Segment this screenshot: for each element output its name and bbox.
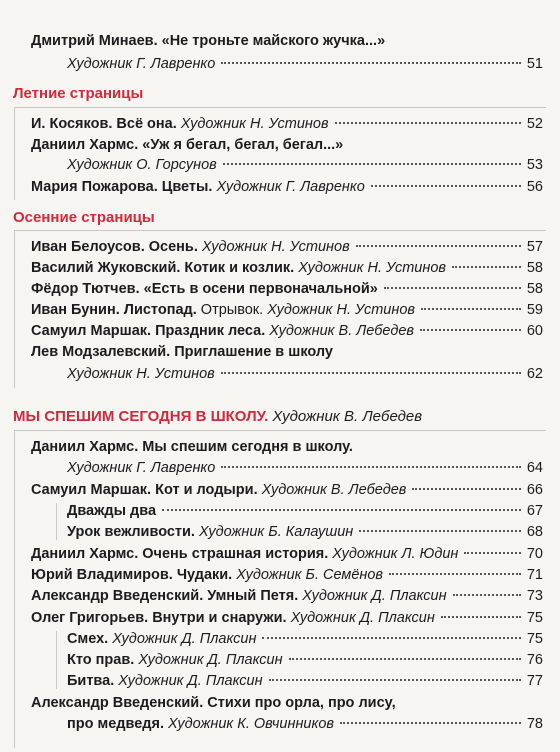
entry-title: Битва. <box>67 673 115 689</box>
section-heading-summer: Летние страницы <box>13 85 144 102</box>
dot-leader <box>269 678 521 681</box>
entry-title: Юрий Владимиров. Чудаки. <box>31 567 233 583</box>
entry-illustrator: Художник Н. Устинов <box>201 239 350 255</box>
page-number: 70 <box>526 546 543 562</box>
chapter-heading <box>13 406 422 428</box>
dot-leader <box>356 244 521 247</box>
dot-leader <box>421 307 521 310</box>
section-heading-autumn: Осенние страницы <box>13 209 155 226</box>
dot-leader <box>412 487 521 490</box>
entry-title: Александр Введенский. Стихи про орла, про лису, <box>31 695 396 711</box>
entry-illustrator: Художник Д. Плаксин <box>112 631 257 647</box>
entry-illustrator: Художник Б. Калаушин <box>199 524 354 540</box>
entry-illustrator: Художник Н. Устинов <box>67 366 215 382</box>
chapter-title: МЫ СПЕШИМ СЕГОДНЯ В ШКОЛУ. <box>13 408 269 425</box>
page-number: 71 <box>526 567 543 583</box>
toc-entry-dvazhdy-dva <box>67 501 543 521</box>
toc-entry-vvedensky-2 <box>31 693 396 713</box>
toc-entry-tyutchev <box>31 279 543 299</box>
page-number: 73 <box>526 588 543 604</box>
dot-leader <box>221 465 521 468</box>
page-number: 59 <box>526 302 543 318</box>
page-number: 58 <box>526 260 543 276</box>
dot-leader <box>262 636 520 639</box>
entry-title: Смех. <box>67 631 109 647</box>
entry-illustrator: Художник Г. Лавренко <box>216 179 365 195</box>
dot-leader <box>162 508 521 511</box>
entry-title: Лев Модзалевский. Приглашение в школу <box>31 344 333 360</box>
entry-title: Иван Бунин. Листопад. <box>31 302 197 318</box>
page-number: 62 <box>526 366 543 382</box>
toc-entry-zhukovsky <box>31 258 543 278</box>
toc-entry-harms-3 <box>31 544 543 564</box>
dot-leader <box>389 572 521 575</box>
toc-entry-kosyakov <box>31 114 543 134</box>
page-number: 68 <box>526 524 543 540</box>
toc-entry-vvedensky-2-cont <box>67 714 543 734</box>
subentry-bracket <box>56 631 57 689</box>
page-number: 58 <box>526 281 543 297</box>
toc-entry-modzalevsky-illustrator <box>67 364 543 384</box>
entry-title: Александр Введенский. Умный Петя. <box>31 588 299 604</box>
divider <box>14 430 546 431</box>
page-number: 57 <box>526 239 543 255</box>
toc-entry-marshak-2 <box>31 480 543 500</box>
toc-entry-harms-1-illustrator <box>67 155 543 175</box>
toc-entry-urok-vezhlivosti <box>67 522 543 542</box>
entry-title: Дважды два <box>67 503 157 519</box>
page-number: 77 <box>526 673 543 689</box>
entry-title: Даниил Хармс. Мы спешим сегодня в школу. <box>31 439 353 455</box>
toc-entry-bunin <box>31 300 543 320</box>
section-bracket <box>14 430 15 748</box>
entry-title: Самуил Маршак. Праздник леса. <box>31 323 266 339</box>
page-number: 51 <box>526 56 543 72</box>
entry-title: Василий Жуковский. Котик и козлик. <box>31 260 295 276</box>
toc-entry-bitva <box>67 671 543 691</box>
toc-entry-modzalevsky <box>31 342 333 362</box>
entry-title: про медведя. <box>67 716 164 732</box>
page-number: 56 <box>526 179 543 195</box>
dot-leader <box>340 721 521 724</box>
dot-leader <box>384 286 521 289</box>
entry-illustrator: Художник Д. Плаксин <box>290 610 435 626</box>
dot-leader <box>464 551 520 554</box>
entry-title: И. Косяков. Всё она. <box>31 116 177 132</box>
dot-leader <box>452 265 521 268</box>
subentry-bracket <box>56 503 57 540</box>
entry-illustrator: Художник О. Горсунов <box>67 157 217 173</box>
toc-entry-belousov <box>31 237 543 257</box>
entry-title: Даниил Хармс. Очень страшная история. <box>31 546 329 562</box>
page-number: 64 <box>526 460 543 476</box>
entry-illustrator: Художник В. Лебедев <box>261 482 407 498</box>
entry-illustrator: Художник Б. Семёнов <box>236 567 383 583</box>
dot-leader <box>335 121 521 124</box>
entry-illustrator: Художник Д. Плаксин <box>302 588 447 604</box>
entry-title: Самуил Маршак. Кот и лодыри. <box>31 482 258 498</box>
dot-leader <box>289 657 521 660</box>
page-number: 66 <box>526 482 543 498</box>
toc-entry-vladimirov <box>31 565 543 585</box>
entry-title: Олег Григорьев. Внутри и снаружи. <box>31 610 287 626</box>
toc-entry-marshak-1 <box>31 321 543 341</box>
dot-leader <box>441 615 521 618</box>
toc-entry-smekh <box>67 629 543 649</box>
page-number: 60 <box>526 323 543 339</box>
entry-title: Даниил Хармс. «Уж я бегал, бегал, бегал...» <box>31 137 344 153</box>
entry-illustrator: Художник Д. Плаксин <box>138 652 283 668</box>
dot-leader <box>223 162 521 165</box>
toc-entry-harms-2 <box>31 437 353 457</box>
entry-illustrator: Художник Н. Устинов <box>180 116 329 132</box>
entry-title: Мария Пожарова. Цветы. <box>31 179 213 195</box>
page-number: 67 <box>526 503 543 519</box>
entry-title: Урок вежливости. <box>67 524 195 540</box>
toc-entry-pozharova <box>31 177 543 197</box>
section-bracket <box>14 230 15 388</box>
page-number: 78 <box>526 716 543 732</box>
toc-entry-vvedensky-1 <box>31 586 543 606</box>
dot-leader <box>221 371 521 374</box>
entry-illustrator: Художник Н. Устинов <box>298 260 446 276</box>
entry-illustrator: Художник В. Лебедев <box>269 323 414 339</box>
page-number: 75 <box>526 631 543 647</box>
toc-entry-harms-1 <box>31 135 343 155</box>
toc-entry-kto-prav <box>67 650 543 670</box>
page-number: 75 <box>526 610 543 626</box>
dot-leader <box>359 529 521 532</box>
entry-illustrator: Художник Г. Лавренко <box>67 56 216 72</box>
page-number: 76 <box>526 652 543 668</box>
entry-title: Дмитрий Минаев. «Не троньте майского жучка...» <box>31 33 386 49</box>
toc-entry-minaev-illustrator <box>67 54 543 74</box>
section-bracket <box>14 107 15 200</box>
dot-leader <box>453 593 521 596</box>
entry-illustrator: Художник К. Овчинников <box>168 716 334 732</box>
entry-illustrator: Художник Д. Плаксин <box>118 673 263 689</box>
toc-entry-grigoriev <box>31 608 543 628</box>
entry-illustrator: Художник Г. Лавренко <box>67 460 216 476</box>
toc-entry-harms-2-illustrator <box>67 458 543 478</box>
dot-leader <box>371 184 521 187</box>
entry-title: Фёдор Тютчев. «Есть в осени первоначальной» <box>31 281 378 297</box>
entry-title: Кто прав. <box>67 652 135 668</box>
entry-illustrator: Художник Н. Устинов <box>267 302 415 318</box>
dot-leader <box>221 61 521 64</box>
divider <box>14 107 546 108</box>
toc-entry-minaev <box>31 31 385 51</box>
dot-leader <box>420 328 521 331</box>
entry-title: Иван Белоусов. Осень. <box>31 239 198 255</box>
chapter-illustrator: Художник В. Лебедев <box>272 408 423 425</box>
entry-note: Отрывок. <box>200 302 264 318</box>
entry-illustrator: Художник Л. Юдин <box>332 546 459 562</box>
page-number: 53 <box>526 157 543 173</box>
page-number: 52 <box>526 116 543 132</box>
divider <box>14 230 546 231</box>
